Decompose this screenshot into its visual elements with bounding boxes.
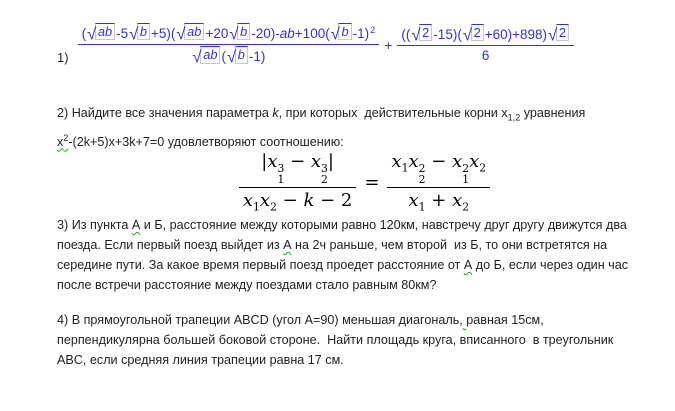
sqrt-radical: √ 2 [548, 24, 569, 41]
problem-3-text [57, 215, 628, 295]
equation-problem-1 [57, 22, 574, 68]
radical-sign: √ [330, 24, 340, 44]
relation-left-numerator: |x 3 1 − x 3 2 | [261, 151, 334, 187]
radical-sign: √ [229, 24, 239, 44]
fraction-1-numerator: ( √ ab -5 √ b +5)( √ ab +20 √ b -20)-ab+100( √ b -1)$^2$ [81, 24, 376, 44]
text-line: поезда. Если первый поезд выйдет из А на 2ч раньше, чем второй из Б, то они встретятся на [57, 238, 608, 252]
sqrt-radical: √ ab [87, 23, 115, 40]
sqrt-radical: √ b [129, 23, 150, 40]
relation-left-denominator: $x_1x_2 - k - 2$ [242, 189, 353, 214]
sqrt-radical: √ b [331, 23, 352, 40]
radical-sign: √ [87, 24, 97, 44]
fraction-1-denominator: √ ab ( √ b -1) [192, 47, 266, 67]
radical-sign: √ [192, 47, 202, 67]
text-line: $x^2-(2k+5)x+3k+7=0$ удовлетворяют соотношению: [57, 132, 344, 149]
fraction-2 [397, 23, 574, 66]
relation-left-fraction [239, 149, 357, 216]
sqrt-radical: √ 2 [411, 24, 432, 41]
radical-sign: √ [462, 25, 473, 45]
radical-sign: √ [129, 24, 139, 44]
text-line: после встречи расстояние между поездами стало равным 80км? [57, 278, 437, 292]
radical-sign: √ [548, 25, 558, 45]
sqrt-radical: √ ab [192, 46, 220, 63]
fraction-1 [78, 22, 380, 68]
text-line: середине пути. За какое время первый поезд проедет расстояние от А до Б, если через один час [57, 258, 629, 272]
equation-1-row [78, 22, 574, 68]
text-line: 3) Из пункта А и Б, расстояние между которыми равно 120км, навстречу друг другу движутся два [57, 218, 627, 232]
sqrt-radical: √ ab [176, 23, 204, 40]
sqrt-radical: √ 2 [463, 24, 484, 41]
text-line: перпендикулярна большей боковой стороне. Найти площадь круга, вписанного в треугольник [57, 333, 614, 347]
problem-1-number: 1) [57, 49, 69, 65]
sqrt-radical: √ b [229, 23, 250, 40]
problem-2-text [57, 103, 585, 152]
plus-operator: + [384, 36, 393, 53]
radical-sign: √ [176, 24, 186, 44]
radical-sign: √ [226, 47, 237, 67]
fraction-2-denominator: 6 [481, 48, 490, 64]
fraction-2-numerator: (( √ 2 -15)( √ 2 +60)+898) √ 2 [397, 23, 574, 45]
sqrt-radical: √ b [227, 46, 248, 63]
problem-4-text [57, 310, 613, 370]
equals-sign: = [364, 171, 380, 193]
text-line: 2) Найдите все значения параметра k, при которых действительные корни $x_{1,2}$ уравнения [57, 106, 586, 123]
radical-sign: √ [411, 25, 421, 45]
relation-right-denominator: $x_1 + x_2$ [408, 189, 470, 214]
relation-right-numerator: $x_1x$ 2 2 − x 2 1 $x_2$ [391, 151, 487, 187]
relation-right-fraction [387, 149, 490, 216]
text-line: ABC, если средняя линия трапеции равна 17 см. [57, 353, 344, 367]
equation-problem-2-relation [27, 149, 675, 216]
text-line: 4) В прямоугольной трапеции ABCD (угол A=90) меньшая диагональ, равная 15см, [57, 313, 544, 327]
